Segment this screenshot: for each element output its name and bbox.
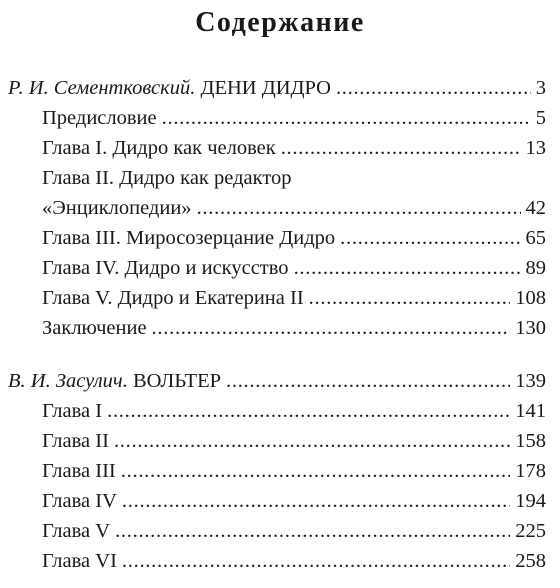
dot-leader [294, 253, 521, 283]
entry-title: «Энциклопедии» [42, 197, 192, 219]
toc-entry-diderot[interactable] [0, 73, 560, 103]
page-title: Содержание [195, 7, 365, 38]
dot-leader [122, 486, 510, 516]
toc-entry-voltaire-chapter-6[interactable] [0, 546, 560, 576]
entry-title: Глава V. Дидро и Екатерина II [42, 287, 304, 309]
toc-entry-voltaire-chapter-2[interactable] [0, 426, 560, 456]
entry-title: Глава I [42, 400, 103, 422]
dot-leader [122, 546, 510, 576]
dot-leader [152, 313, 511, 343]
entry-title: Глава II. Дидро как редактор [42, 167, 292, 189]
toc-entry-voltaire-chapter-5[interactable] [0, 516, 560, 546]
entry-title: Глава III [42, 460, 116, 482]
toc-entry-chapter-5-diderot[interactable] [0, 283, 560, 313]
toc-entry-preface[interactable] [0, 103, 560, 133]
toc-entry-chapter-3-diderot[interactable] [0, 223, 560, 253]
toc-entry-voltaire-chapter-4[interactable] [0, 486, 560, 516]
entry-page-number: 130 [515, 317, 546, 339]
dot-leader [107, 396, 510, 426]
toc-entry-chapter-4-diderot[interactable] [0, 253, 560, 283]
entry-title: Глава II [42, 430, 109, 452]
entry-page-number: 139 [515, 370, 546, 392]
entry-author: В. И. Засулич. [8, 370, 128, 392]
entry-title: Предисловие [42, 107, 157, 129]
entry-page-number: 225 [515, 520, 546, 542]
dot-leader [197, 193, 521, 223]
entry-title: Глава III. Миросозерцание Дидро [42, 227, 336, 249]
entry-page-number: 42 [525, 197, 546, 219]
toc-entry-conclusion[interactable] [0, 313, 560, 343]
entry-page-number: 89 [525, 257, 546, 279]
entry-title: Заключение [42, 317, 147, 339]
toc-entry-chapter-2-diderot-line2[interactable] [0, 193, 560, 223]
entry-page-number: 141 [515, 400, 546, 422]
entry-label [8, 73, 336, 103]
entry-title: Глава IV. Дидро и искусство [42, 257, 289, 279]
entry-page-number: 3 [535, 77, 546, 99]
entry-page-number: 65 [525, 227, 546, 249]
entry-title: Глава I. Дидро как человек [42, 137, 276, 159]
entry-page-number: 13 [525, 137, 546, 159]
dot-leader [162, 103, 531, 133]
entry-title: ВОЛЬТЕР [132, 370, 221, 392]
entry-title: ДЕНИ ДИДРО [200, 77, 331, 99]
entry-label [8, 366, 226, 396]
dot-leader [114, 426, 510, 456]
entry-title: Глава V [42, 520, 111, 542]
toc-entry-chapter-1-diderot[interactable] [0, 133, 560, 163]
entry-title: Глава VI [42, 550, 117, 572]
entry-page-number: 178 [515, 460, 546, 482]
dot-leader [281, 133, 521, 163]
dot-leader [115, 516, 510, 546]
dot-leader [336, 73, 531, 103]
entry-title: Глава IV [42, 490, 117, 512]
entry-author: Р. И. Сементковский. [8, 77, 196, 99]
toc-entry-voltaire-chapter-1[interactable] [0, 396, 560, 426]
entry-page-number: 5 [535, 107, 546, 129]
entry-page-number: 108 [515, 287, 546, 309]
toc-entry-voltaire[interactable] [0, 366, 560, 396]
dot-leader [340, 223, 520, 253]
dot-leader [309, 283, 511, 313]
toc-entry-chapter-2-diderot-line1[interactable] [0, 163, 560, 193]
toc-entry-voltaire-chapter-3[interactable] [0, 456, 560, 486]
entry-page-number: 258 [515, 550, 546, 572]
entry-page-number: 158 [515, 430, 546, 452]
dot-leader [121, 456, 510, 486]
entry-page-number: 194 [515, 490, 546, 512]
dot-leader [226, 366, 510, 396]
